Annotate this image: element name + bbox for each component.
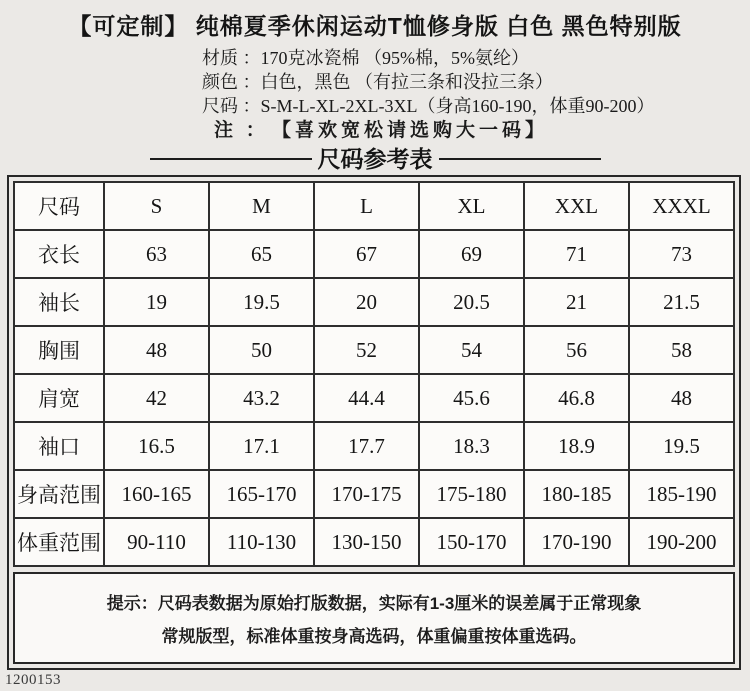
spec-label-size: 尺码 ：	[202, 96, 261, 116]
size-value-cell: 19.5	[629, 422, 734, 470]
table-row	[14, 326, 734, 374]
column-header-l: L	[314, 182, 419, 230]
note-line-1: 提示：尺码表数据为原始打版数据，实际有1-3厘米的误差属于正常现象	[106, 594, 642, 613]
row-label: 身高范围	[14, 470, 104, 518]
size-value-cell: 63	[104, 230, 209, 278]
table-row	[14, 422, 734, 470]
spec-list	[202, 46, 750, 144]
size-value-cell: 16.5	[104, 422, 209, 470]
size-value-cell: 43.2	[209, 374, 314, 422]
size-table	[13, 181, 735, 567]
row-label: 袖长	[14, 278, 104, 326]
size-value-cell: 175-180	[419, 470, 524, 518]
column-header-xxxl: XXXL	[629, 182, 734, 230]
row-label: 胸围	[14, 326, 104, 374]
size-value-cell: 46.8	[524, 374, 629, 422]
size-value-cell: 18.9	[524, 422, 629, 470]
size-chart-heading-text: 尺码参考表	[317, 146, 433, 172]
size-chart-frame	[7, 175, 741, 670]
size-value-cell: 20	[314, 278, 419, 326]
product-title: 【可定制】 纯棉夏季休闲运动T恤修身版 白色 黑色特别版	[68, 13, 682, 39]
spec-value-size: S-M-L-XL-2XL-3XL（身高160-190，体重90-200）	[260, 96, 655, 116]
size-value-cell: 110-130	[209, 518, 314, 566]
spec-row-color	[202, 70, 750, 94]
spec-value-material: 170克冰瓷棉 （95%棉，5%氨纶）	[260, 48, 529, 68]
size-value-cell: 69	[419, 230, 524, 278]
size-value-cell: 54	[419, 326, 524, 374]
size-value-cell: 165-170	[209, 470, 314, 518]
size-value-cell: 170-190	[524, 518, 629, 566]
size-value-cell: 19	[104, 278, 209, 326]
heading-rule-right	[439, 158, 601, 160]
size-value-cell: 67	[314, 230, 419, 278]
row-label: 肩宽	[14, 374, 104, 422]
size-value-cell: 21	[524, 278, 629, 326]
table-row	[14, 374, 734, 422]
size-value-cell: 52	[314, 326, 419, 374]
size-value-cell: 20.5	[419, 278, 524, 326]
watermark-id: 1200153	[5, 672, 61, 688]
size-value-cell: 190-200	[629, 518, 734, 566]
size-value-cell: 45.6	[419, 374, 524, 422]
size-value-cell: 150-170	[419, 518, 524, 566]
spec-row-note	[214, 118, 750, 144]
size-value-cell: 21.5	[629, 278, 734, 326]
size-value-cell: 19.5	[209, 278, 314, 326]
row-label: 体重范围	[14, 518, 104, 566]
spec-row-material	[202, 46, 750, 70]
size-value-cell: 48	[629, 374, 734, 422]
spec-label-color: 颜色 ：	[202, 72, 261, 92]
size-value-cell: 42	[104, 374, 209, 422]
spec-value-color: 白色，黑色 （有拉三条和没拉三条）	[260, 72, 553, 92]
spec-value-note: 【喜欢宽松请选购大一码】	[272, 120, 549, 141]
table-header-row	[14, 182, 734, 230]
heading-rule-left	[150, 158, 312, 160]
size-value-cell: 58	[629, 326, 734, 374]
size-value-cell: 160-165	[104, 470, 209, 518]
size-value-cell: 65	[209, 230, 314, 278]
table-row	[14, 230, 734, 278]
column-header-size: 尺码	[14, 182, 104, 230]
size-value-cell: 48	[104, 326, 209, 374]
column-header-m: M	[209, 182, 314, 230]
size-chart-heading	[0, 146, 750, 172]
table-row	[14, 278, 734, 326]
spec-label-material: 材质 ：	[202, 48, 261, 68]
size-value-cell: 17.7	[314, 422, 419, 470]
size-value-cell: 71	[524, 230, 629, 278]
size-value-cell: 17.1	[209, 422, 314, 470]
note-box	[13, 572, 735, 664]
size-value-cell: 170-175	[314, 470, 419, 518]
size-value-cell: 185-190	[629, 470, 734, 518]
size-value-cell: 44.4	[314, 374, 419, 422]
size-value-cell: 73	[629, 230, 734, 278]
row-label: 袖口	[14, 422, 104, 470]
table-row	[14, 518, 734, 566]
size-value-cell: 50	[209, 326, 314, 374]
size-value-cell: 130-150	[314, 518, 419, 566]
table-row	[14, 470, 734, 518]
size-value-cell: 90-110	[104, 518, 209, 566]
row-label: 衣长	[14, 230, 104, 278]
column-header-xl: XL	[419, 182, 524, 230]
note-line-2: 常规版型，标准体重按身高选码，体重偏重按体重选码。	[161, 627, 587, 646]
column-header-s: S	[104, 182, 209, 230]
size-value-cell: 180-185	[524, 470, 629, 518]
size-value-cell: 18.3	[419, 422, 524, 470]
column-header-xxl: XXL	[524, 182, 629, 230]
size-value-cell: 56	[524, 326, 629, 374]
spec-row-size	[202, 94, 750, 118]
spec-label-note: 注 ：	[214, 120, 269, 141]
